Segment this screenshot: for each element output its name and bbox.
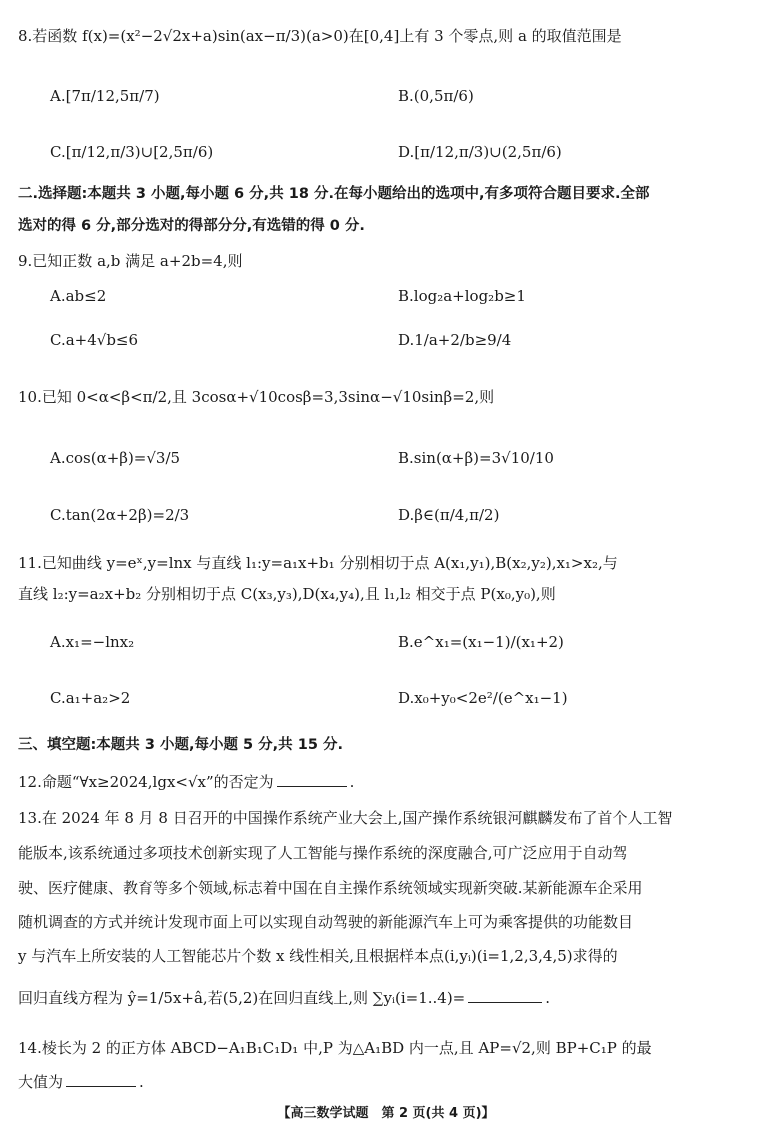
q13-line1: 13.在 2024 年 8 月 8 日召开的中国操作系统产业大会上,国产操作系统银河麒麟发布了首个人工智 [18,809,673,827]
q10-option-b: B.sin(α+β)=3√10/10 [398,449,554,467]
q13-stem-end: 回归直线方程为 ŷ=1/5x+â,若(5,2)在回归直线上,则 ∑yᵢ(i=1..4)= [18,989,466,1007]
q8-option-c: C.[π/12,π/3)∪[2,5π/6) [50,143,214,161]
q10-option-c: C.tan(2α+2β)=2/3 [50,506,190,524]
q13-line2: 能版本,该系统通过多项技术创新实现了人工智能与操作系统的深度融合,可广泛应用于自动驾 [18,844,628,862]
q10-stem: 10.已知 0<α<β<π/2,且 3cosα+√10cosβ=3,3sinα−√10sinβ=2,则 [18,388,495,406]
q14-end: . [139,1073,144,1091]
q8-option-a: A.[7π/12,5π/7) [50,87,160,105]
q13-line6 [18,988,550,1008]
q9-option-a: A.ab≤2 [50,287,107,305]
q13-end: . [545,989,551,1007]
q13-line4: 随机调查的方式并统计发现市面上可以实现自动驾驶的新能源汽车上可为乘客提供的功能数目 [18,913,634,931]
q14-answer-blank[interactable] [66,1072,136,1087]
q13-line5: y 与汽车上所安装的人工智能芯片个数 x 线性相关,且根据样本点(i,yᵢ)(i=1,2,3,4,5)求得的 [18,947,618,965]
q11-stem-line1: 11.已知曲线 y=eˣ,y=lnx 与直线 l₁:y=a₁x+b₁ 分别相切于点 A(x₁,y₁),B(x₂,y₂),x₁>x₂,与 [18,554,618,572]
q8-stem: 8.若函数 f(x)=(x²−2√2x+a)sin(ax−π/3)(a>0)在[0,4]上有 3 个零点,则 a 的取值范围是 [18,27,622,45]
q11-option-c: C.a₁+a₂>2 [50,689,131,707]
q14-line1: 14.棱长为 2 的正方体 ABCD−A₁B₁C₁D₁ 中,P 为△A₁BD 内一点,且 AP=√2,则 BP+C₁P 的最 [18,1039,652,1057]
q9-stem: 9.已知正数 a,b 满足 a+2b=4,则 [18,252,243,270]
q10-option-d: D.β∈(π/4,π/2) [398,506,500,524]
q11-option-a: A.x₁=−lnx₂ [50,633,135,651]
q11-option-d: D.x₀+y₀<2e²/(e^x₁−1) [398,689,568,707]
section3-heading: 三、填空题:本题共 3 小题,每小题 5 分,共 15 分. [18,737,343,753]
q11-stem-line2: 直线 l₂:y=a₂x+b₂ 分别相切于点 C(x₃,y₃),D(x₄,y₄),且 l₁,l₂ 相交于点 P(x₀,y₀),则 [18,585,556,603]
q12-stem: 12.命题“∀x≥2024,lgx<√x”的否定为 [18,773,274,791]
q12-end: . [349,773,355,791]
q8-option-d: D.[π/12,π/3)∪(2,5π/6) [398,143,562,161]
section2-heading-line2: 选对的得 6 分,部分选对的得部分分,有选错的得 0 分. [18,218,365,234]
q14-stem-end: 大值为 [18,1073,64,1091]
q9-option-c: C.a+4√b≤6 [50,331,139,349]
q13-line3: 驶、医疗健康、教育等多个领域,标志着中国在自主操作系统领域实现新突破.某新能源车企采用 [18,879,643,897]
q11-option-b: B.e^x₁=(x₁−1)/(x₁+2) [398,633,564,651]
q12-answer-blank[interactable] [277,772,347,787]
q8-option-b: B.(0,5π/6) [398,87,474,105]
q13-answer-blank[interactable] [468,988,542,1003]
q14-line2 [18,1072,144,1092]
q12-line [18,772,354,792]
q10-option-a: A.cos(α+β)=√3/5 [50,449,181,467]
q9-option-b: B.log₂a+log₂b≥1 [398,287,526,305]
q9-option-d: D.1/a+2/b≥9/4 [398,331,512,349]
section2-heading-line1: 二.选择题:本题共 3 小题,每小题 6 分,共 18 分.在每小题给出的选项中,有多项符合题目要求.全部 [18,186,650,202]
page-footer: 【高三数学试题 第 2 页(共 4 页)】 [277,1106,495,1121]
